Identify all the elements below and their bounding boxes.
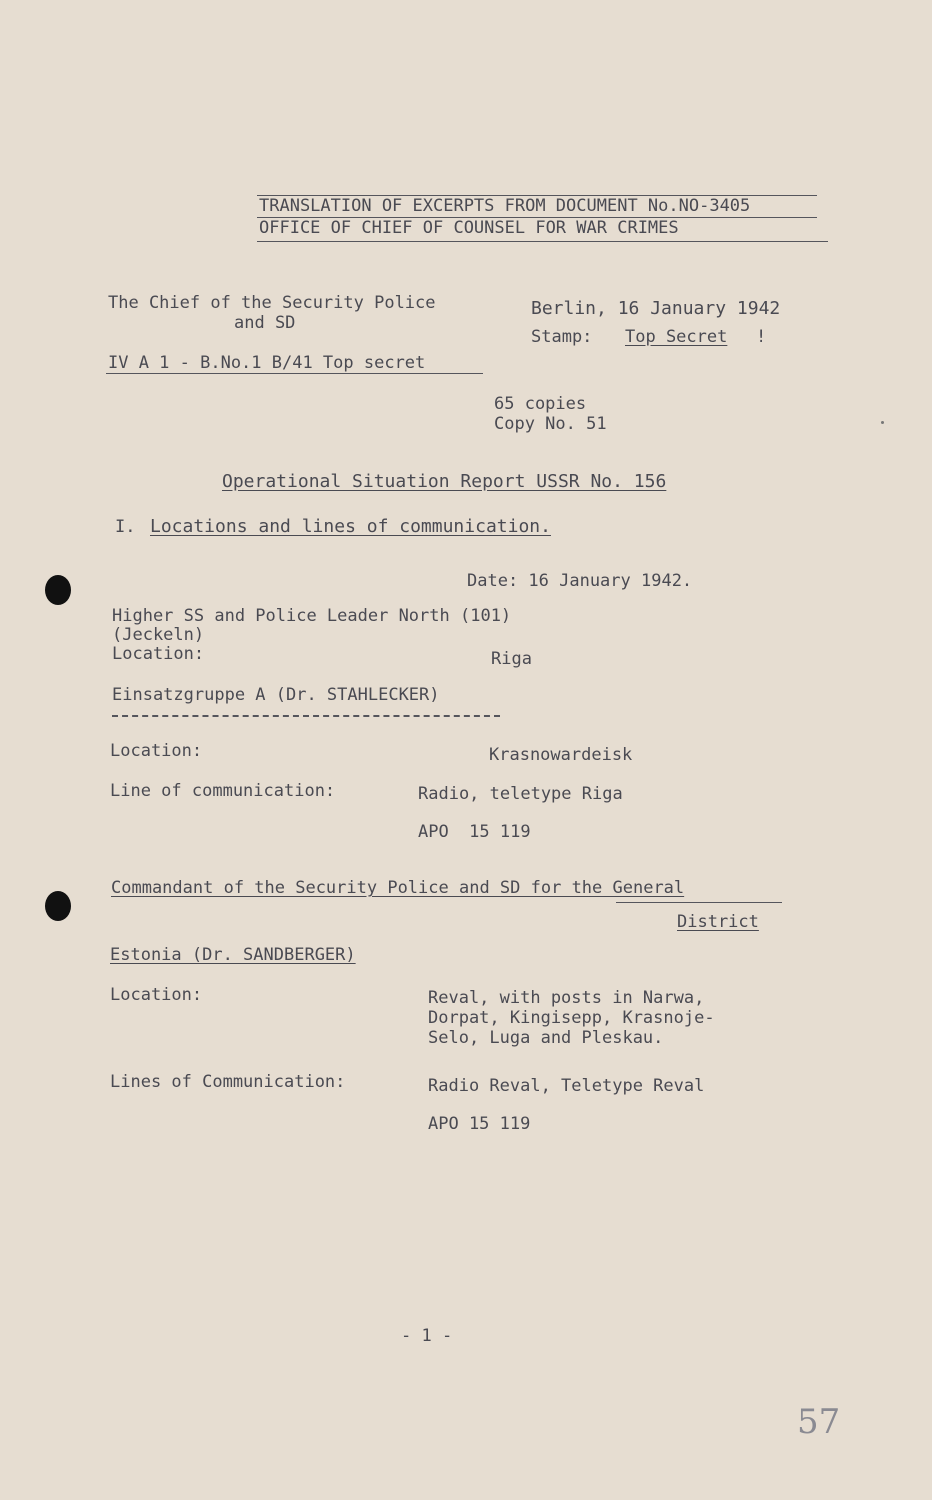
- report-title: Operational Situation Report USSR No. 156: [222, 471, 667, 492]
- stamp-value: Top Secret: [625, 327, 728, 347]
- header-line-1: TRANSLATION OF EXCERPTS FROM DOCUMENT No.NO-3405: [259, 196, 751, 216]
- estonia-lines-value: Radio Reval, Teletype Reval: [428, 1076, 705, 1096]
- header-overline: [257, 195, 817, 196]
- commandant-line-1-extension: [616, 902, 782, 903]
- punch-hole-top: [45, 575, 71, 605]
- ega-line-value: Radio, teletype Riga: [418, 784, 623, 804]
- page-number: - 1 -: [401, 1326, 453, 1346]
- commandant-line-1: Commandant of the Security Police and SD for the General: [111, 878, 685, 898]
- place-date: Berlin, 16 January 1942: [531, 298, 781, 319]
- einsatzgruppe-dashed-underline: [112, 715, 500, 717]
- header-line-2: OFFICE OF CHIEF OF COUNSEL FOR WAR CRIMES: [259, 218, 679, 238]
- commandant-line-2: District: [677, 912, 759, 932]
- reference-underline: [106, 373, 483, 374]
- estonia-location-label: Location:: [110, 985, 203, 1005]
- section-title: Locations and lines of communication.: [150, 516, 551, 537]
- estonia-location-line-3: Selo, Luga and Pleskau.: [428, 1028, 664, 1048]
- copies-count: 65 copies: [494, 394, 587, 414]
- section-number: I.: [115, 517, 136, 537]
- estonia-lines-label: Lines of Communication:: [110, 1072, 346, 1092]
- header-underline: [257, 241, 828, 242]
- ega-apo: APO 15 119: [418, 822, 531, 842]
- ega-line-label: Line of communication:: [110, 781, 336, 801]
- ega-location-value: Krasnowardeisk: [489, 745, 633, 765]
- ega-location-label: Location:: [110, 741, 203, 761]
- hsspf-line-1: Higher SS and Police Leader North (101): [112, 606, 512, 626]
- estonia-apo: APO 15 119: [428, 1114, 531, 1134]
- estonia-location-line-2: Dorpat, Kingisepp, Krasnoje-: [428, 1008, 715, 1028]
- estonia-heading: Estonia (Dr. SANDBERGER): [110, 945, 356, 965]
- hsspf-line-2: (Jeckeln): [112, 625, 205, 645]
- sender-line-2: and SD: [234, 313, 296, 333]
- stamp-label: Stamp:: [531, 327, 593, 347]
- hsspf-location-value: Riga: [491, 649, 532, 669]
- hsspf-location-label: Location:: [112, 644, 205, 664]
- stamp-mark: !: [756, 327, 767, 347]
- handwritten-page-mark: 57: [797, 1402, 841, 1442]
- estonia-location-line-1: Reval, with posts in Narwa,: [428, 988, 705, 1008]
- paper-speck: [881, 421, 884, 424]
- punch-hole-bottom: [45, 891, 71, 921]
- einsatzgruppe-heading: Einsatzgruppe A (Dr. STAHLECKER): [112, 685, 440, 705]
- sender-line-1: The Chief of the Security Police: [108, 293, 436, 313]
- report-date: Date: 16 January 1942.: [467, 571, 693, 591]
- copy-number: Copy No. 51: [494, 414, 607, 434]
- reference-number: IV A 1 - B.No.1 B/41 Top secret: [108, 353, 426, 373]
